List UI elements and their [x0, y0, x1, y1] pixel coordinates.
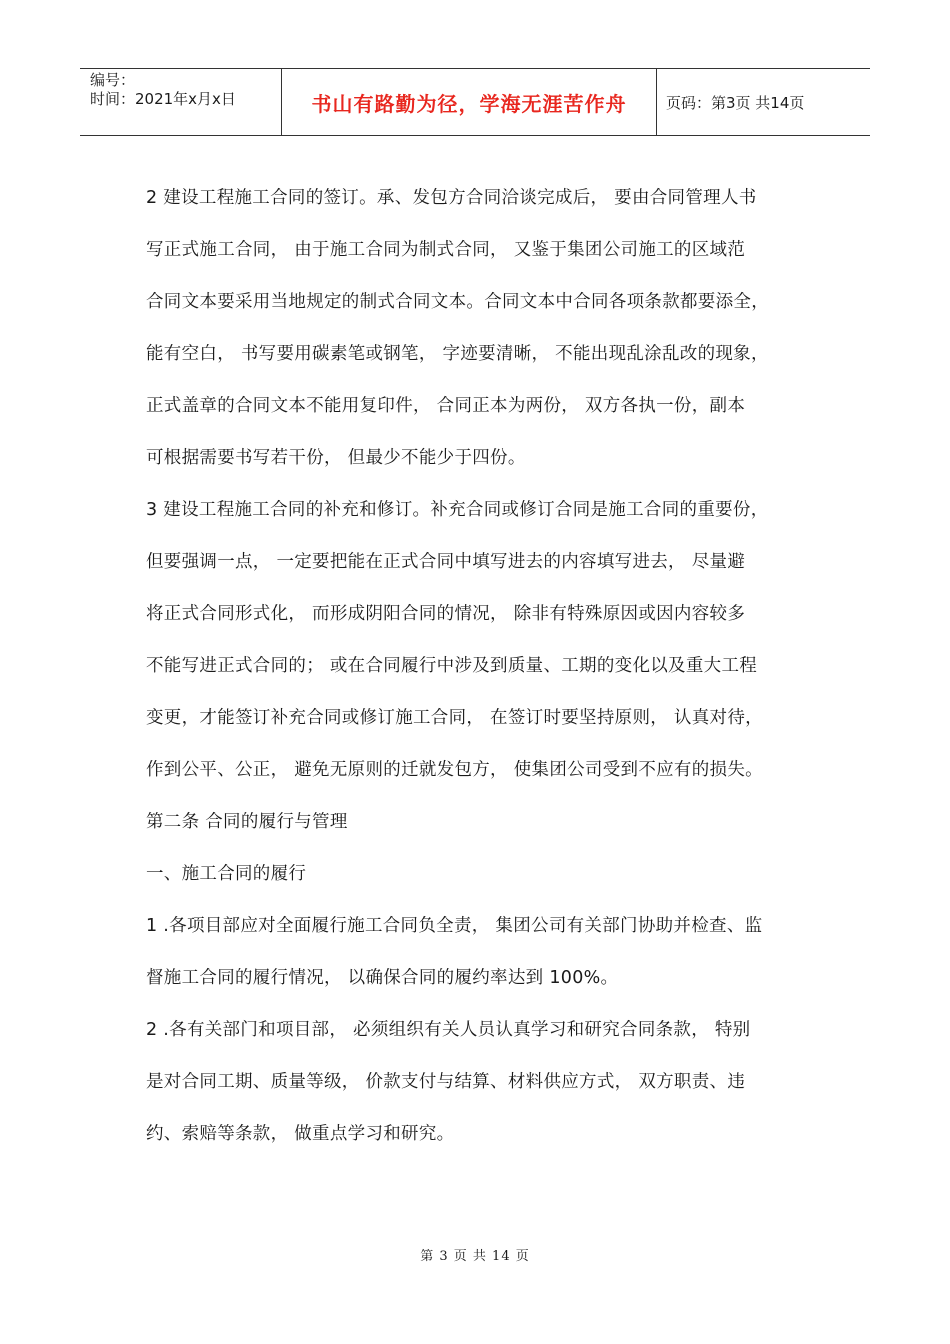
document-header	[80, 68, 870, 136]
header-motto: 书山有路勤为径，学海无涯苦作舟	[282, 69, 657, 135]
body-line: 不能写进正式合同的； 或在合同履行中涉及到质量、工期的变化以及重大工程	[146, 656, 758, 676]
body-line: 正式盖章的合同文本不能用复印件， 合同正本为两份， 双方各执一份，副本	[146, 396, 746, 416]
body-line: 作到公平、公正， 避免无原则的迁就发包方， 使集团公司受到不应有的损失。	[146, 760, 763, 780]
document-date-label: 时间：2021年x月x日	[90, 90, 236, 108]
section-heading: 第二条 合同的履行与管理	[146, 812, 348, 832]
body-line: 能有空白， 书写要用碳素笔或钢笔， 字迹要清晰， 不能出现乱涂乱改的现象，	[146, 344, 769, 364]
body-line: 督施工合同的履行情况， 以确保合同的履约率达到 100%。	[146, 968, 619, 988]
body-line: 变更，才能签订补充合同或修订施工合同， 在签订时要坚持原则， 认真对待，	[146, 708, 763, 728]
header-meta	[80, 69, 282, 135]
body-line: 合同文本要采用当地规定的制式合同文本。合同文本中合同各项条款都要添全，	[146, 292, 769, 312]
body-line: 将正式合同形式化， 而形成阴阳合同的情况， 除非有特殊原因或因内容较多	[146, 604, 746, 624]
document-body	[146, 172, 836, 1160]
body-line: 但要强调一点， 一定要把能在正式合同中填写进去的内容填写进去， 尽量避	[146, 552, 746, 572]
body-line: 写正式施工合同， 由于施工合同为制式合同， 又鉴于集团公司施工的区域范	[146, 240, 746, 260]
body-line: 3 建设工程施工合同的补充和修订。补充合同或修订合同是施工合同的重要份，	[146, 500, 769, 520]
header-page-info: 页码：第3页 共14页	[666, 93, 805, 112]
body-line: 是对合同工期、质量等级， 价款支付与结算、材料供应方式， 双方职责、违	[146, 1072, 746, 1092]
body-line: 2 .各有关部门和项目部， 必须组织有关人员认真学习和研究合同条款， 特别	[146, 1020, 751, 1040]
body-line: 2 建设工程施工合同的签订。承、发包方合同洽谈完成后， 要由合同管理人书	[146, 188, 757, 208]
body-line: 1 .各项目部应对全面履行施工合同负全责， 集团公司有关部门协助并检查、监	[146, 916, 763, 936]
page-footer: 第 3 页 共 14 页	[420, 1249, 530, 1264]
body-line: 约、索赔等条款， 做重点学习和研究。	[146, 1124, 455, 1144]
subsection-heading: 一、施工合同的履行	[146, 864, 307, 884]
document-code-label: 编号：	[90, 71, 136, 89]
body-line: 可根据需要书写若干份， 但最少不能少于四份。	[146, 448, 526, 468]
